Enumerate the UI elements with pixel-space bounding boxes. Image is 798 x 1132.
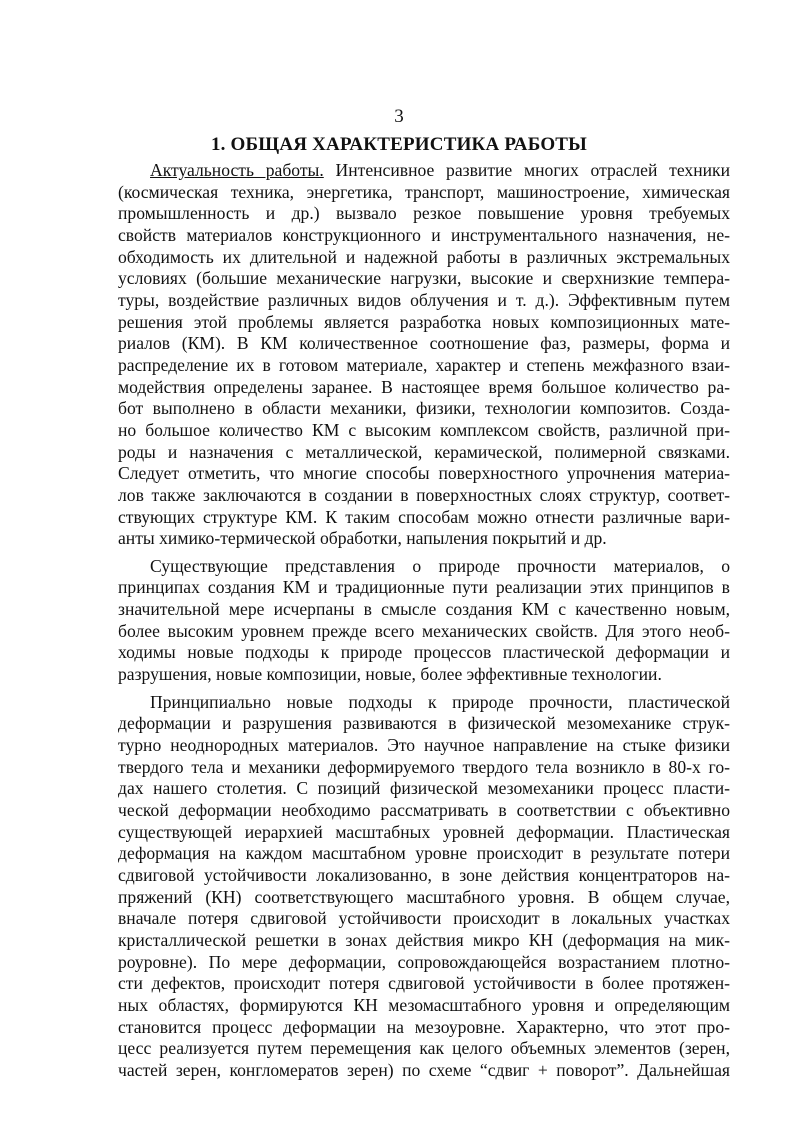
paragraph-line: ходимы новые подходы к природе процессов пластической деформации и xyxy=(118,642,730,663)
paragraph-line: твердого тела и механики деформируемого твердого тела возникло в 80-х го- xyxy=(118,756,730,777)
paragraph-line: принципах создания КМ и традиционные пути реализации этих принципов в xyxy=(118,577,730,598)
paragraph-line: но большое количество КМ с высоким комплексом свойств, различной при- xyxy=(118,419,730,440)
paragraph-line: решения этой проблемы является разработка новых композиционных мате- xyxy=(118,311,730,332)
paragraph-line: деформация на каждом масштабном уровне происходит в результате потери xyxy=(118,843,730,864)
paragraph-line: кристаллической решетки в зонах действия микро КН (деформация на мик- xyxy=(118,929,730,950)
paragraph-line xyxy=(118,160,730,182)
paragraph-line: анты химико-термической обработки, напыления покрытий и др. xyxy=(118,528,607,549)
paragraph-line: Существующие представления о природе прочности материалов, о xyxy=(150,555,730,576)
paragraph-line: турно неоднородных материалов. Это научное направление на стыке физики xyxy=(118,735,730,756)
paragraph-line: ческой деформации необходимо рассматривать в соответствии с объективно xyxy=(118,800,730,821)
paragraph-line: промышленность и др.) вызвало резкое повышение уровня требуемых xyxy=(118,203,730,224)
paragraph-line: лов также заключаются в создании в поверхностных слоях структур, соответ- xyxy=(118,484,730,505)
paragraph-line: частей зерен, конгломератов зерен) по схеме “сдвиг + поворот”. Дальнейшая xyxy=(118,1059,730,1080)
section-heading: 1. ОБЩАЯ ХАРАКТЕРИСТИКА РАБОТЫ xyxy=(210,134,588,155)
paragraph-line: (космическая техника, энергетика, транспорт, машиностроение, химическая xyxy=(118,181,730,202)
paragraph-line: существующей иерархией масштабных уровней деформации. Пластическая xyxy=(118,821,730,842)
paragraph-line: свойств материалов конструкционного и инструментального назначения, не- xyxy=(118,224,730,245)
paragraph-line: модействия определены заранее. В настоящее время большое количество ра- xyxy=(118,376,730,397)
paragraph-existing-concepts xyxy=(118,556,730,686)
paragraph-line: туры, воздействие различных видов облучения и т. д.). Эффективным путем xyxy=(118,289,730,310)
relevance-lead: Актуальность работы. xyxy=(150,160,324,180)
paragraph-line: распределение их в готовом материале, характер и степень межфазного взаи- xyxy=(118,354,730,375)
paragraph-line: ных областях, формируются КН мезомасштабного уровня и определяющим xyxy=(118,994,730,1015)
paragraph-line: условиях (большие механические нагрузки, высокие и сверхнизкие темпера- xyxy=(118,268,730,289)
paragraph-line: сдвиговой устойчивости локализованно, в зоне действия концентраторов на- xyxy=(118,865,730,885)
paragraph-line: бот выполнено в области механики, физики, технологии композитов. Созда- xyxy=(118,398,730,419)
paragraph-line: риалов (КМ). В КМ количественное соотношение фаз, размеры, форма и xyxy=(118,333,730,354)
paragraph-line: роуровне). По мере деформации, сопровождающейся возрастанием плотно- xyxy=(118,951,730,972)
paragraph-line: становится процесс деформации на мезоуровне. Характерно, что этот про- xyxy=(118,1016,730,1037)
relevance-first-line: Интенсивное развитие многих отраслей техники xyxy=(323,160,730,180)
paragraph-line: сти дефектов, происходит потеря сдвиговой устойчивости в более протяжен- xyxy=(118,973,730,994)
paragraph-line: ствующих структуре КМ. К таким способам можно отнести различные вари- xyxy=(118,506,730,527)
paragraph-line: вначале потеря сдвиговой устойчивости происходит в локальных участках xyxy=(118,908,730,929)
paragraph-line: дах нашего столетия. С позиций физической мезомеханики процесс пласти- xyxy=(118,778,730,799)
paragraph-line: Следует отметить, что многие способы поверхностного упрочнения материа- xyxy=(118,463,730,484)
paragraph-line: роды и назначения с металлической, керамической, полимерной связками. xyxy=(118,441,730,462)
paragraph-line: цесс реализуется путем перемещения как целого объемных элементов (зерен, xyxy=(118,1038,730,1059)
body-text xyxy=(118,160,730,1082)
page-number: 3 xyxy=(394,106,404,127)
paragraph-line: значительной мере исчерпаны в смысле создания КМ с качественно новым, xyxy=(118,599,730,620)
paragraph-line: деформации и разрушения развиваются в физической мезомеханике струк- xyxy=(118,713,730,734)
paragraph-line: более высоким уровнем прежде всего механических свойств. Для этого необ- xyxy=(118,620,730,641)
paragraph-line: Принципиально новые подходы к природе прочности, пластической xyxy=(150,691,730,712)
paragraph-line: обходимость их длительной и надежной работы в различных экстремальных xyxy=(118,246,730,267)
paragraph-relevance xyxy=(118,160,730,550)
paragraph-line: разрушения, новые композиции, новые, более эффективные технологии. xyxy=(118,664,662,685)
paragraph-line: пряжений (КН) соответствующего масштабного уровня. В общем случае, xyxy=(118,886,730,907)
paragraph-mesomechanics xyxy=(118,692,730,1082)
